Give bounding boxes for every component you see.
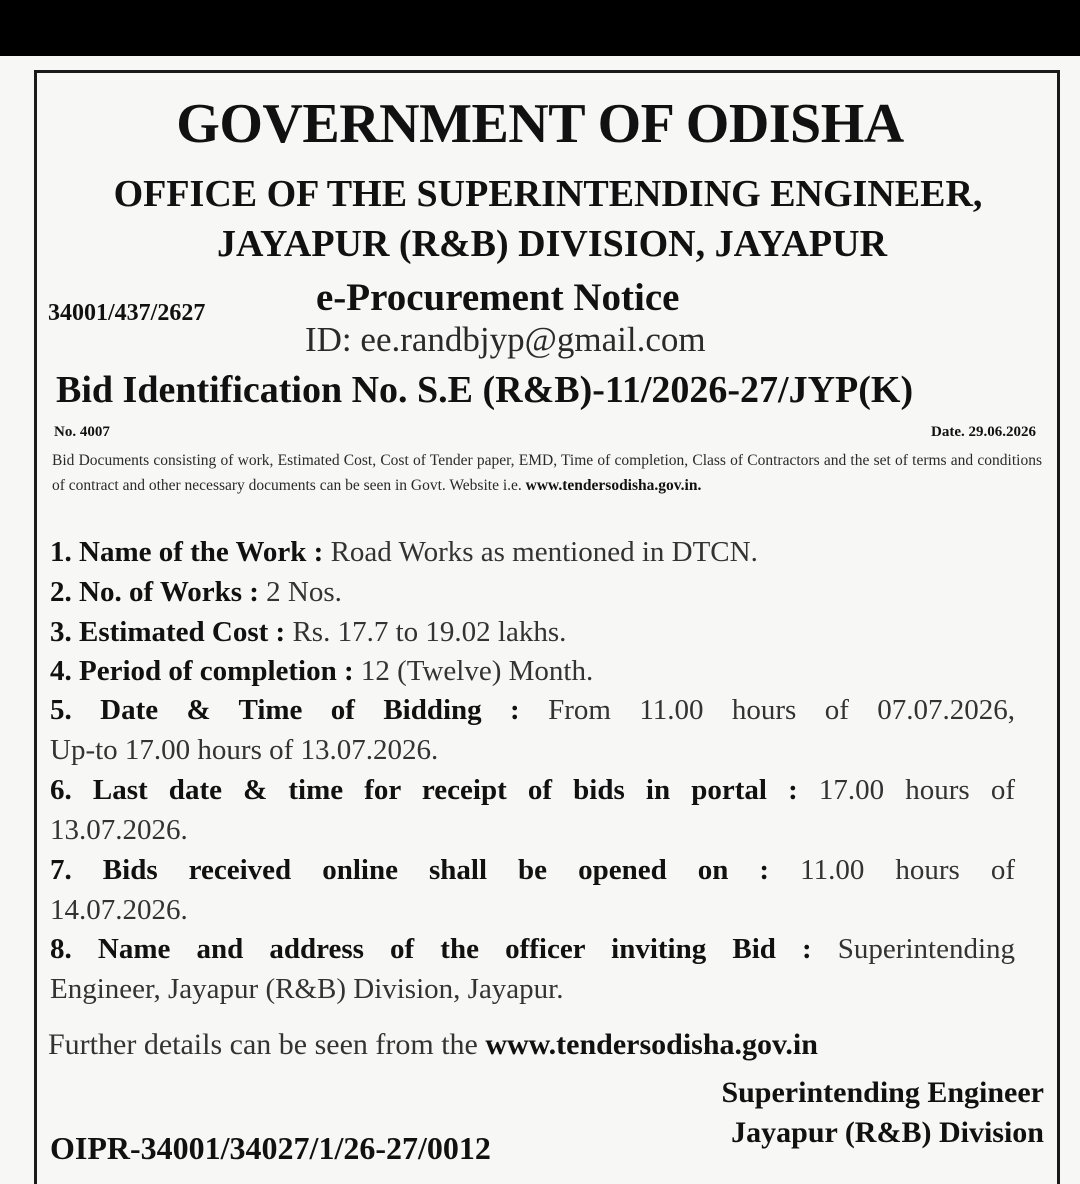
item-date-time-bidding-cont	[50, 730, 1015, 770]
signatory-division: Jayapur (R&B) Division	[731, 1116, 1044, 1149]
further-text: Further details can be seen from the	[48, 1028, 478, 1061]
item-estimated-cost	[50, 612, 1015, 652]
item-period-of-completion	[50, 651, 1015, 691]
reference-number: 34001/437/2627	[48, 300, 206, 326]
item-continuation: 14.07.2026.	[50, 894, 188, 926]
notice-date: Date. 29.06.2026	[931, 424, 1036, 440]
further-details	[48, 1028, 818, 1062]
item-continuation: Engineer, Jayapur (R&B) Division, Jayapur.	[50, 973, 564, 1005]
item-label: 7. Bids received online shall be opened on :	[50, 854, 770, 886]
item-name-of-work	[50, 532, 1015, 572]
item-value: Rs. 17.7 to 19.02 lakhs.	[292, 616, 567, 648]
item-number-of-works	[50, 572, 1015, 612]
email-id: ID: ee.randbjyp@gmail.com	[305, 320, 706, 359]
item-value: Road Works as mentioned in DTCN.	[330, 536, 758, 568]
office-title-line1: OFFICE OF THE SUPERINTENDING ENGINEER,	[113, 173, 983, 215]
description-text: Bid Documents consisting of work, Estimated Cost, Cost of Tender paper, EMD, Time of completion, Class of Contractors and the set of terms and conditions of contract and other necessary documents can be seen in Govt. Website i.e.	[52, 452, 1042, 494]
item-value: 17.00 hours of	[818, 774, 1015, 806]
item-value: 12 (Twelve) Month.	[360, 655, 594, 687]
item-value: 11.00 hours of	[800, 854, 1015, 886]
oipr-number: OIPR-34001/34027/1/26-27/0012	[50, 1130, 491, 1166]
office-title-line2: JAYAPUR (R&B) DIVISION, JAYAPUR	[216, 223, 888, 265]
item-label: 8. Name and address of the officer inviting Bid :	[50, 933, 812, 965]
bid-identification-number: Bid Identification No. S.E (R&B)-11/2026-27/JYP(K)	[56, 369, 914, 411]
top-black-bar	[0, 0, 1080, 56]
item-bids-opened-cont	[50, 890, 1015, 930]
item-value: 2 Nos.	[266, 576, 342, 608]
item-value: From 11.00 hours of 07.07.2026,	[548, 694, 1016, 726]
item-label: 6. Last date & time for receipt of bids in portal :	[50, 774, 798, 806]
further-website: www.tendersodisha.gov.in	[485, 1028, 818, 1061]
item-date-time-bidding	[50, 690, 1015, 730]
item-label: 3. Estimated Cost :	[50, 616, 286, 648]
signatory-title: Superintending Engineer	[721, 1076, 1044, 1109]
item-last-date-receipt-cont	[50, 810, 1015, 850]
item-officer-inviting-bid	[50, 929, 1015, 969]
item-label: 1. Name of the Work :	[50, 536, 324, 568]
item-label: 4. Period of completion :	[50, 655, 354, 687]
notice-number: No. 4007	[54, 424, 110, 440]
item-continuation: 13.07.2026.	[50, 814, 188, 846]
item-continuation: Up-to 17.00 hours of 13.07.2026.	[50, 734, 439, 766]
description-website: www.tendersodisha.gov.in.	[525, 477, 702, 494]
item-label: 5. Date & Time of Bidding :	[50, 694, 520, 726]
bid-documents-description	[52, 448, 1042, 498]
government-title: GOVERNMENT OF ODISHA	[176, 93, 904, 155]
item-bids-opened	[50, 850, 1015, 890]
item-officer-inviting-bid-cont	[50, 969, 1015, 1009]
item-value: Superintending	[837, 933, 1015, 965]
item-last-date-receipt	[50, 770, 1015, 810]
item-label: 2. No. of Works :	[50, 576, 259, 608]
notice-title: e-Procurement Notice	[316, 276, 680, 319]
